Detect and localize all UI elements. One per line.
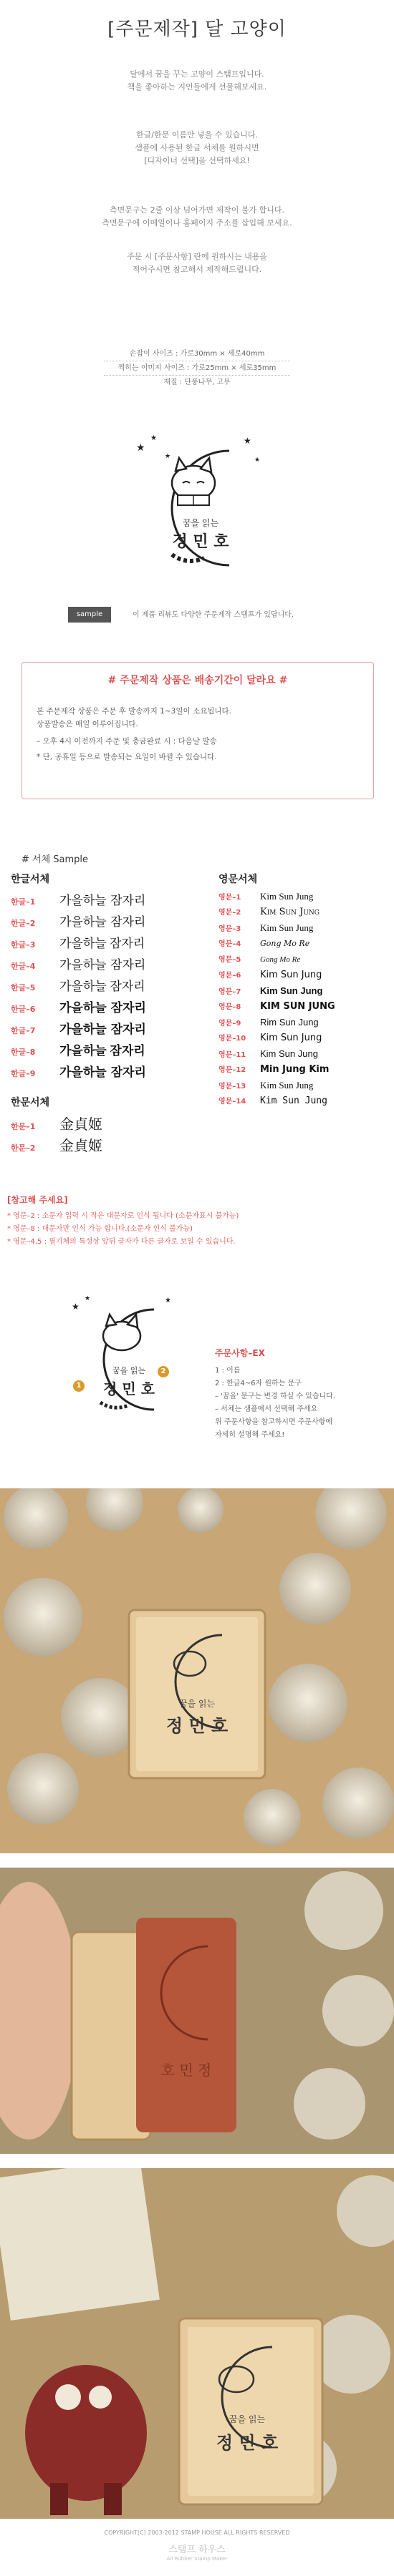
font-sample-row xyxy=(11,1040,197,1062)
font-sample-text: Kim Sun Jung xyxy=(260,985,323,996)
font-sample-text: Rim Sun Jung xyxy=(260,1017,319,1028)
intro-line: 적어주시면 참고해서 제작해드립니다. xyxy=(132,265,262,274)
product-photo-bottom-image xyxy=(0,2168,394,2519)
font-sample-label: 한글–8 xyxy=(11,1048,36,1057)
font-sample-row xyxy=(11,976,197,997)
notes-title: [참고해 주세요] xyxy=(7,1195,68,1205)
font-sample-row xyxy=(218,1015,390,1030)
example-line: – '꿈을' 문구는 변경 하실 수 있습니다. xyxy=(215,1392,335,1400)
font-sample-row xyxy=(218,889,390,904)
font-sample-label: 한글–2 xyxy=(11,919,36,928)
svg-text:꿈을 읽는: 꿈을 읽는 xyxy=(178,1699,216,1709)
svg-text:★: ★ xyxy=(244,436,251,446)
hanja-font-list xyxy=(11,1095,197,1156)
notice-line: – 오후 4시 이전까지 주문 및 충금완료 시 : 다음날 발송 xyxy=(37,737,217,746)
font-section-title: # 서체 Sample xyxy=(21,854,89,865)
example-line: 1 : 이름 xyxy=(215,1367,241,1375)
notice-line: 상품발송은 매일 이루어집니다. xyxy=(37,720,138,728)
font-sample-label: 영문–4 xyxy=(218,940,241,948)
font-sample-row xyxy=(11,933,197,955)
font-sample-label: 영문–10 xyxy=(218,1035,246,1043)
korean-font-list xyxy=(11,872,197,1083)
intro-line: [디자이너 선택]을 선택하세요! xyxy=(144,156,250,165)
example-line: – 서체는 샘플에서 선택해 주세요 xyxy=(215,1405,318,1413)
notice-title: # 주문제작 상품은 배송기간이 달라요 # xyxy=(107,675,288,686)
font-sample-row xyxy=(11,890,197,912)
svg-text:★: ★ xyxy=(150,434,157,442)
font-sample-row xyxy=(218,1093,390,1109)
product-photo-rubber-image xyxy=(0,1868,394,2154)
intro-block-c xyxy=(0,204,394,230)
svg-text:★: ★ xyxy=(254,457,261,464)
notice-line: 본 주문제작 상품은 주문 후 발송까지 1~3일이 소요됩니다. xyxy=(37,707,232,716)
svg-text:★: ★ xyxy=(165,1297,171,1304)
font-sample-text: Kim Sun Jung xyxy=(260,970,322,980)
font-sample-text: 가을하늘 잠자리 xyxy=(59,1044,145,1058)
note-line: * 영문–4,5 : 필기체의 특성상 앞뒤 글자가 다른 글자로 보일 수 있습니다. xyxy=(7,1238,236,1246)
footer-brand-logo: 스탬프 하우스 xyxy=(168,2545,226,2555)
stamp-line1: 꿈을 읽는 xyxy=(182,518,219,528)
font-sample-label: 한글–1 xyxy=(11,897,36,907)
font-sample-row xyxy=(218,952,390,967)
intro-line: 측면문구에 이메일이나 홈페이지 주소를 삽입해 보세요. xyxy=(102,218,292,228)
font-sample-label: 영문–12 xyxy=(218,1066,246,1074)
footer-brand-sub: All Rubber Stamp Maker xyxy=(166,2556,228,2562)
font-sample-label: 영문–5 xyxy=(218,956,241,964)
font-sample-label: 한글–4 xyxy=(11,962,36,971)
font-sample-label: 한글–7 xyxy=(11,1026,36,1035)
title-main: 달 고양이 xyxy=(205,19,287,40)
font-sample-row xyxy=(218,1046,390,1062)
font-sample-row xyxy=(218,1062,390,1078)
note-line: * 영문–2 : 소문자 입력 시 작은 대문자로 인식 됩니다 (소문자표시 불가능) xyxy=(7,1212,239,1220)
example-title: 주문사항–EX xyxy=(215,1348,265,1358)
font-sample-row xyxy=(218,936,390,952)
font-sample-text: 金貞姬 xyxy=(59,1137,102,1154)
font-sample-text: Kim Sun Jung xyxy=(260,1080,314,1091)
marker-1: 1 xyxy=(73,1380,85,1392)
font-sample-row xyxy=(218,999,390,1015)
font-sample-label: 한글–3 xyxy=(11,940,36,950)
note-line: * 영문–8 : 대문자만 인식 가능 합니다.(소문자 인식 불가능) xyxy=(7,1225,193,1233)
font-sample-label: 영문–8 xyxy=(218,1003,241,1011)
intro-line: 주문 시 [주문사항] 란에 원하시는 내용을 xyxy=(126,252,268,261)
font-sample-label: 영문–11 xyxy=(218,1051,246,1059)
font-sample-text: 金貞姬 xyxy=(59,1116,102,1133)
font-sample-text: Kim Sun Jung xyxy=(260,1033,322,1043)
example-line: 자세히 설명해 주세요! xyxy=(215,1431,285,1439)
korean-font-title: 한글서체 xyxy=(11,874,50,885)
font-sample-text: Kim Sun Jung xyxy=(260,1096,327,1106)
stamp-illustration xyxy=(122,429,272,572)
font-sample-text: 가을하늘 잠자리 xyxy=(59,980,145,993)
intro-line: 달에서 꿈을 꾸는 고양이 스탬프입니다. xyxy=(130,69,264,79)
notice-line: * 단, 공휴일 등으로 발송되는 요일이 바뀔 수 있습니다. xyxy=(37,753,217,761)
font-sample-label: 영문–1 xyxy=(218,894,241,902)
moon-cat-icon xyxy=(57,1292,193,1420)
font-sample-row xyxy=(218,983,390,999)
intro-block-a xyxy=(0,68,394,94)
sample-badge: sample xyxy=(68,607,111,623)
font-sample-text: Gong Mo Re xyxy=(260,939,310,948)
font-sample-row xyxy=(11,912,197,933)
intro-block-d xyxy=(0,250,394,276)
spec-table xyxy=(104,347,290,389)
font-sample-text: 가을하늘 잠자리 xyxy=(59,1065,146,1080)
spec-row: 재질 : 단풍나무, 고무 xyxy=(163,379,231,386)
font-sample-text: 가을하늘 잠자리 xyxy=(59,1001,146,1015)
font-sample-text: 가을하늘 잠자리 xyxy=(59,958,146,972)
font-sample-row xyxy=(11,997,197,1019)
product-photo-rubber xyxy=(0,1868,394,2154)
font-sample-label: 영문–3 xyxy=(218,925,241,933)
intro-line: 한글/한문 이름만 넣을 수 있습니다. xyxy=(136,130,258,140)
intro-line: 책을 좋아하는 지인들에게 선물해보세요. xyxy=(127,82,267,92)
font-sample-label: 한문–2 xyxy=(11,1143,36,1153)
english-font-list xyxy=(218,872,390,1109)
font-sample-label: 영문–13 xyxy=(218,1083,246,1091)
font-sample-row xyxy=(218,920,390,936)
product-photo-bottom xyxy=(0,2168,394,2519)
intro-line: 샘플에 사용된 한글 서체를 원하시면 xyxy=(135,143,259,152)
font-sample-text: Kim Sun Jung xyxy=(260,922,314,933)
svg-text:★: ★ xyxy=(136,442,145,454)
svg-text:★: ★ xyxy=(72,1302,80,1312)
english-font-title: 영문서체 xyxy=(218,874,258,885)
stamp-line2: 정 민 호 xyxy=(172,533,229,551)
font-sample-label: 한글–6 xyxy=(11,1005,36,1014)
marker-2: 2 xyxy=(158,1366,169,1377)
font-sample-text: Kim Sun Jung xyxy=(260,1048,318,1059)
page-title xyxy=(0,14,394,41)
font-sample-row xyxy=(11,1062,197,1083)
intro-block-b xyxy=(0,129,394,167)
font-sample-text: 가을하늘 잠자리 xyxy=(59,894,146,908)
font-sample-text: KIM SUN JUNG xyxy=(260,1001,335,1012)
svg-text:정 민 호: 정 민 호 xyxy=(216,2433,279,2453)
example-stamp-line2: 정 민 호 xyxy=(103,1380,155,1397)
intro-line: 측면문구는 2줄 이상 넘어가면 제작이 불가 합니다. xyxy=(110,205,284,215)
font-sample-label: 한문–1 xyxy=(11,1122,36,1131)
font-sample-text: Gong Mo Re xyxy=(260,955,301,964)
spec-row: 찍히는 이미지 사이즈 : 가로25mm × 세로35mm xyxy=(104,361,290,376)
font-sample-row xyxy=(11,1019,197,1040)
font-sample-row xyxy=(11,955,197,976)
font-sample-text: Kim Sun Jung xyxy=(260,891,314,902)
sample-caption: 이 제품 리뷰도 다양한 주문제작 스탬프가 있답니다. xyxy=(133,611,294,619)
font-sample-text: Min Jung Kim xyxy=(260,1064,330,1075)
example-stamp-line1: 꿈을 읽는 xyxy=(112,1366,145,1375)
shipping-notice xyxy=(21,662,374,799)
font-sample-row xyxy=(11,1113,197,1135)
font-sample-label: 한글–9 xyxy=(11,1069,36,1078)
product-photo-top-image xyxy=(0,1488,394,1853)
title-bracket: [주문제작] xyxy=(107,19,198,40)
font-sample-row xyxy=(11,1135,197,1156)
example-line: 위 주문사항을 참고하시면 주문사항에 xyxy=(215,1418,333,1426)
svg-text:정 민 호: 정 민 호 xyxy=(165,1716,229,1736)
spec-row: 손잡이 사이즈 : 가로30mm × 세로40mm xyxy=(104,347,290,361)
footer-copyright: COPYRIGHT(C) 2003-2012 STAMP HOUSE ALL RIGHTS RESERVED xyxy=(104,2529,290,2536)
font-sample-label: 영문–7 xyxy=(218,988,241,996)
font-sample-row xyxy=(218,1030,390,1046)
font-sample-row xyxy=(218,1078,390,1093)
font-sample-label: 영문–14 xyxy=(218,1098,246,1106)
font-sample-label: 영문–6 xyxy=(218,972,241,980)
example-illustration xyxy=(57,1292,193,1420)
svg-text:꿈을 읽는: 꿈을 읽는 xyxy=(229,2414,266,2424)
font-sample-text: 가을하늘 잠자리 xyxy=(59,937,145,950)
font-sample-label: 영문–2 xyxy=(218,909,241,917)
font-sample-text: 가을하늘 잠자리 xyxy=(59,1023,146,1037)
svg-text:★: ★ xyxy=(165,453,171,460)
example-line: 2 : 한글4~6자 원하는 문구 xyxy=(215,1380,302,1387)
font-sample-text: Kim Sun Jung xyxy=(260,907,319,917)
font-sample-row xyxy=(218,904,390,920)
font-sample-label: 영문–9 xyxy=(218,1020,241,1028)
font-sample-row xyxy=(218,967,390,983)
hanja-font-title: 한문서체 xyxy=(11,1097,50,1108)
font-sample-text: 가을하늘 잠자리 xyxy=(59,915,146,930)
svg-text:★: ★ xyxy=(85,1295,91,1302)
product-photo-top xyxy=(0,1488,394,1853)
font-sample-label: 한글–5 xyxy=(11,983,36,992)
svg-text:호 민 정: 호 민 정 xyxy=(160,2062,212,2079)
